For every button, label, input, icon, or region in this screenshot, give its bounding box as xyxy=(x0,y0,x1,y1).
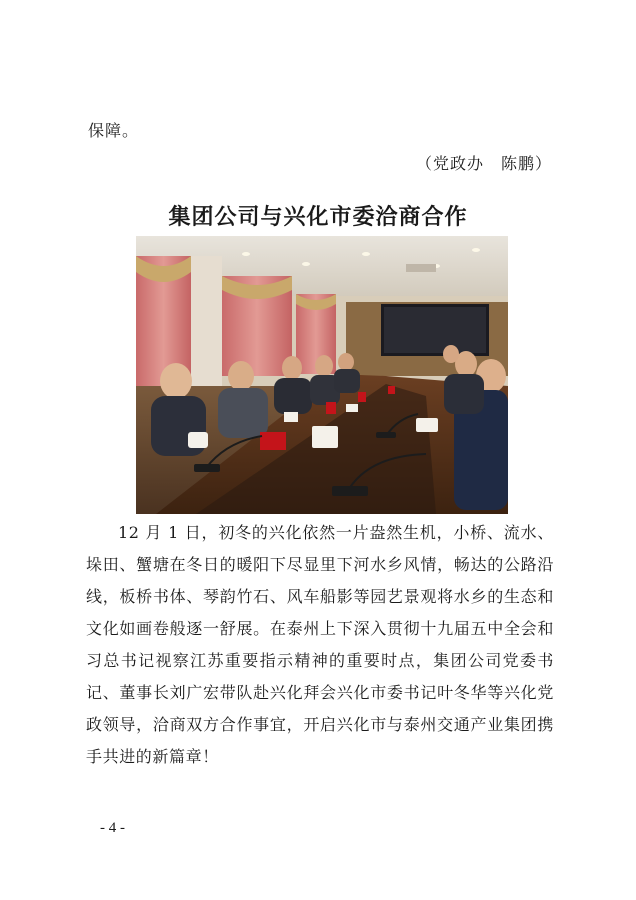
article-paragraph: 12 月 1 日，初冬的兴化依然一片盎然生机，小桥、流水、垛田、蟹塘在冬日的暖阳下尽显里下河水乡风情，畅达的公路沿线，板桥书体、琴韵竹石、风车船影等园艺景观将水乡的生态和文化如画卷般逐一舒展。在泰州上下深入贯彻十九届五中全会和习总书记视察江苏重要指示精神的重要时点，集团公司党委书记、董事长刘广宏带队赴兴化拜会兴化市委书记叶冬华等兴化党政领导，洽商双方合作事宜，开启兴化市与泰州交通产业集团携手共进的新篇章！ xyxy=(86,523,554,766)
author-signature: （党政办 陈鹏） xyxy=(415,154,552,173)
meeting-photo xyxy=(136,236,508,514)
page-number: - 4 - xyxy=(100,820,125,836)
article-headline: 集团公司与兴化市委洽商合作 xyxy=(168,204,468,230)
continuation-text: 保障。 xyxy=(88,121,140,140)
